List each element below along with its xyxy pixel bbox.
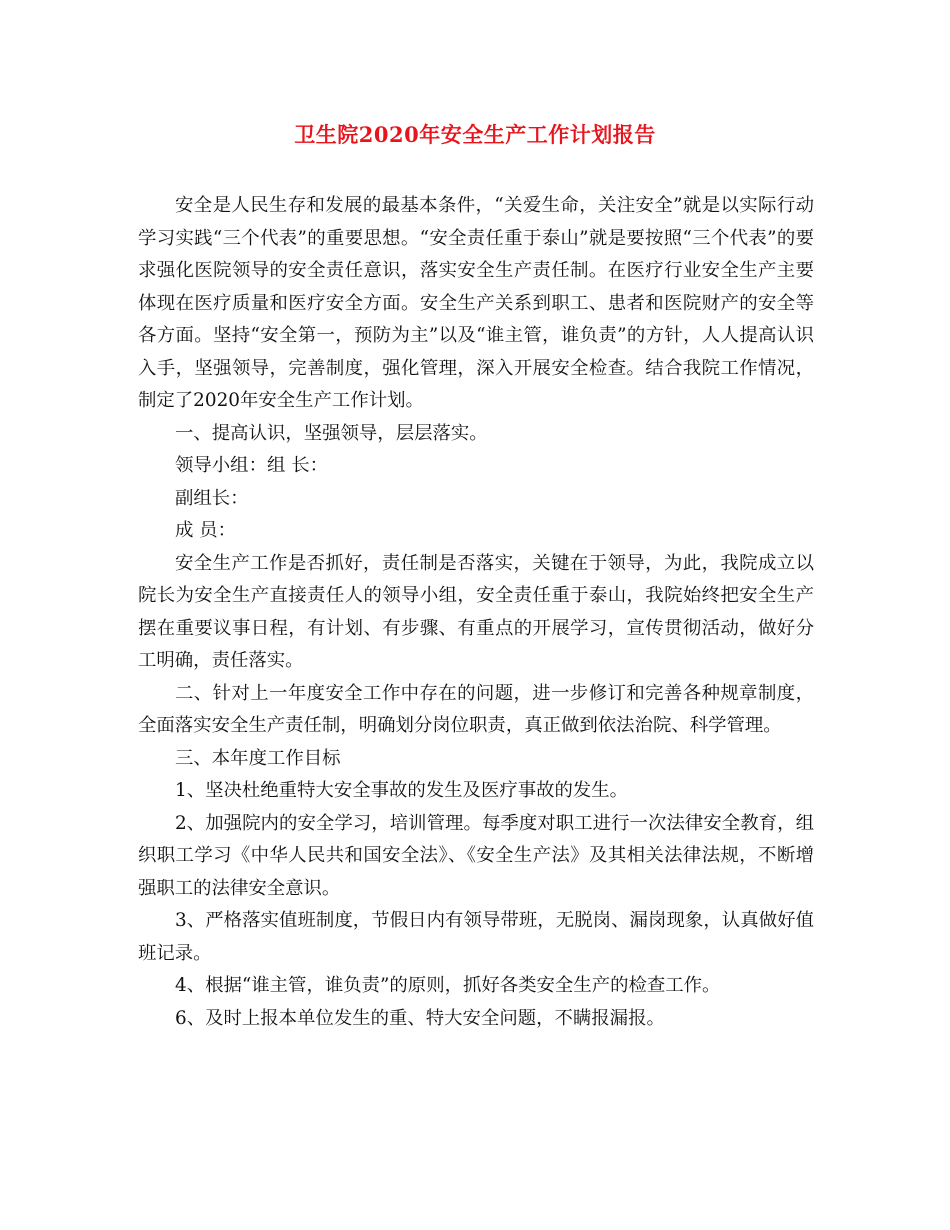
paragraph-goal-1: 1、坚决杜绝重特大安全事故的发生及医疗事故的发生。 bbox=[175, 780, 629, 801]
paragraph-section-2: 二、针对上一年度安全工作中存在的问题，进一步修订和完善各种规章制度，全面落实安全生产责任制，明确划分岗位职责，真正做到依法治院、科学管理。 bbox=[138, 682, 814, 736]
paragraph-section-3-heading: 三、本年度工作目标 bbox=[175, 747, 341, 769]
paragraph-intro: 安全是人民生存和发展的最基本条件，“关爱生命，关注安全”就是以实际行动学习实践“三个代表”的重要思想。“安全责任重于泰山”就是要按照“三个代表”的要求强化医院领导的安全责任意识，落实安全生产责任制。在医疗行业安全生产主要体现在医疗质量和医疗安全方面。安全生产关系到职工、患者和医院财产的安全等各方面。坚持“安全第一，预防为主”以及“谁主管，谁负责”的方针，人人提高认识入手，坚强领导，完善制度，强化管理，深入开展安全检查。结合我院工作情况，制定了2020年安全生产工作计划。 bbox=[138, 195, 814, 411]
document-title: 卫生院2020年安全生产工作计划报告 bbox=[294, 122, 656, 147]
document-body bbox=[138, 190, 814, 1035]
paragraph-goal-6: 6、及时上报本单位发生的重、特大安全问题，不瞒报漏报。 bbox=[175, 1007, 665, 1029]
paragraph-goal-4: 4、根据“谁主管，谁负责”的原则，抓好各类安全生产的检查工作。 bbox=[175, 975, 721, 996]
paragraph-responsibility: 安全生产工作是否抓好，责任制是否落实，关键在于领导，为此，我院成立以院长为安全生产直接责任人的领导小组，安全责任重于泰山，我院始终把安全生产摆在重要议事日程，有计划、有步骤、有重点的开展学习，宣传贯彻活动，做好分工明确，责任落实。 bbox=[138, 552, 814, 671]
paragraph-goal-3: 3、严格落实值班制度，节假日内有领导带班，无脱岗、漏岗现象，认真做好值班记录。 bbox=[138, 910, 814, 964]
paragraph-section-1-heading: 一、提高认识，坚强领导，层层落实。 bbox=[175, 422, 488, 444]
paragraph-deputy-leader: 副组长： bbox=[175, 487, 249, 509]
paragraph-goal-2: 2、加强院内的安全学习，培训管理。每季度对职工进行一次法律安全教育，组织职工学习《中华人民共和国安全法》、《安全生产法》及其相关法律法规，不断增强职工的法律安全意识。 bbox=[138, 812, 814, 899]
paragraph-leader-group: 领导小组：组 长： bbox=[175, 455, 328, 476]
paragraph-members: 成 员： bbox=[175, 520, 237, 541]
